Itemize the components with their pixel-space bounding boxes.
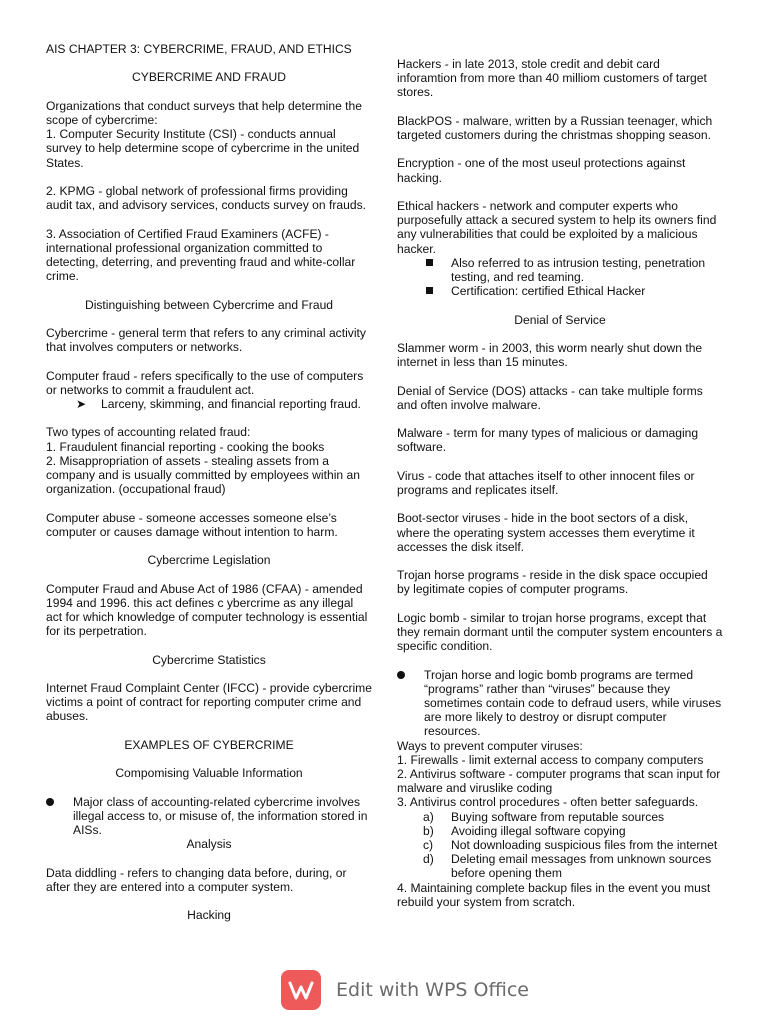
list-item [397,256,723,284]
list-item-text: Certification: certified Ethical Hacker [451,284,646,299]
paragraph: Virus - code that attaches itself to other innocent files or programs and replicates itself. [397,468,695,497]
square-bullet-icon [426,259,433,266]
alpha-list [397,810,723,881]
wps-w-icon [286,975,316,1005]
fraud-types-block [46,425,372,496]
list-marker: b) [423,823,434,838]
paragraph: BlackPOS - malware, written by a Russian teenager, which targeted customers during the christmas shopping season. [397,113,713,142]
paragraph: Ethical hackers - network and computer experts who purposefully attack a secured system to help its owners find any vulnerabilities that could be exploited by a malicious hacker. [397,198,717,256]
list-item-text: Also referred to as intrusion testing, penetration testing, and red teaming. [451,255,706,284]
list-item [46,795,372,838]
section-heading: CYBERCRIME AND FRAUD [132,70,286,85]
list-item: 3. Antivirus control procedures - often better safeguards. [397,795,699,810]
list-item [397,668,723,739]
arrow-bullet-icon: ➤ [76,396,87,411]
paragraph: Trojan horse programs - reside in the disk space occupied by legitimate copies of computer programs. [397,568,708,597]
paragraph: Computer abuse - someone accesses someone else’s computer or causes damage without intention to harm. [46,510,338,539]
paragraph: Computer Fraud and Abuse Act of 1986 (CFAA) - amended 1994 and 1996. this act defines c ybercrime as any illegal act for which knowledge of computer technology is essential for its perpetration. [46,581,368,639]
list-item-text: Major class of accounting-related cybercrime involves illegal access to, or misuse of, the information stored in AISs. [73,794,368,837]
subheading: Cybercrime Legislation [147,553,271,568]
paragraph: Data diddling - refers to changing data before, during, or after they are entered into a computer system. [46,865,347,894]
list-item [397,824,723,838]
list-item [397,810,723,824]
subheading: Compomising Valuable Information [115,766,303,781]
list-item: 1. Fraudulent financial reporting - cooking the books [46,439,325,454]
list-item-text: Avoiding illegal software copying [451,823,626,838]
subheading: Hacking [187,908,231,923]
ethical-block [397,199,723,298]
paragraph: Ways to prevent computer viruses: [397,738,583,753]
list-item [397,838,723,852]
fraud-block [46,369,372,412]
surveys-block [46,99,372,170]
paragraph: Cybercrime - general term that refers to any criminal activity that involves computers or networks. [46,325,366,355]
dot-list [397,668,723,739]
wps-watermark-label: Edit with WPS Office [336,979,529,1001]
list-item: 2. KPMG - global network of professional firms providing audit tax, and advisory services, conducts survey on frauds. [46,183,366,213]
prevention-block [397,739,723,909]
paragraph: Computer fraud - refers specifically to the use of computers or networks to commit a fraudulent act. [46,368,364,397]
list-item-text: Trojan horse and logic bomb programs are termed “programs” rather than “viruses” because they sometimes contain code to defraud users, while viruses are more likely to destroy or disrupt computer resources. [424,667,722,739]
list-item-text: Not downloading suspicious files from the internet [451,837,718,852]
paragraph: Internet Fraud Complaint Center (IFCC) - provide cybercrime victims a point of contract for reporting computer crime and abuses. [46,680,372,724]
list-item-text: Deleting email messages from unknown sources before opening them [451,852,712,881]
wps-logo-icon [281,970,321,1010]
list-marker: c) [423,837,434,852]
dot-bullet-icon [46,798,54,806]
paragraph: Malware - term for many types of malicious or damaging software. [397,426,699,455]
paragraph: Boot-sector viruses - hide in the boot sectors of a disk, where the operating system accesses them everytime it accesses the disk itself. [397,511,695,554]
subheading: Analysis [186,837,232,852]
wps-watermark[interactable] [281,969,529,1011]
list-item: 1. Firewalls - limit external access to company computers [397,752,704,767]
list-item: 1. Computer Security Institute (CSI) - conducts annual survey to help determine scope of cybercrime in the united States. [46,127,360,170]
square-list [397,256,723,299]
subheading: Distinguishing between Cybercrime and Fraud [84,297,334,312]
paragraph: Encryption - one of the most useul protections against hacking. [397,156,686,185]
list-item: 4. Maintaining complete backup files in the event you must rebuild your system from scratch. [397,880,711,909]
paragraph: Denial of Service (DOS) attacks - can take multiple forms and often involve malware. [397,383,703,412]
list-item: 2. Misappropriation of assets - stealing assets from a company and is usually committed by employees within an organization. (occupational fraud) [46,453,360,497]
section-heading: EXAMPLES OF CYBERCRIME [124,737,294,752]
subheading: Cybercrime Statistics [152,652,266,667]
subheading: Denial of Service [514,312,606,327]
list-item [46,397,372,411]
paragraph: Slammer worm - in 2003, this worm nearly shut down the internet in less than 15 minutes. [397,340,703,370]
list-item: 3. Association of Certified Fraud Examiners (ACFE) - international professional organization committed to detecting, deterring, and preventing fraud and white-collar crime. [46,226,356,284]
list-item-text: Larceny, skimming, and financial reporting fraud. [101,396,361,411]
right-column [397,57,723,909]
dot-bullet-icon [397,671,405,679]
dot-list [46,795,372,838]
list-marker: a) [423,809,434,824]
arrow-list [46,397,372,411]
list-item [397,852,723,880]
list-item [397,284,723,298]
paragraph: Organizations that conduct surveys that help determine the scope of cybercrime: [46,98,362,127]
list-item-text: Buying software from reputable sources [451,809,665,824]
left-column [46,42,372,937]
paragraph: Two types of accounting related fraud: [46,425,251,440]
square-bullet-icon [426,287,433,294]
chapter-title: AIS CHAPTER 3: CYBERCRIME, FRAUD, AND ETHICS [46,42,352,56]
paragraph: Hackers - in late 2013, stole credit and debit card inforamtion from more than 40 milliom customers of target stores. [397,57,707,100]
list-item: 2. Antivirus software - computer programs that scan input for malware and viruslike coding [397,766,721,796]
list-marker: d) [423,852,434,867]
paragraph: Logic bomb - similar to trojan horse programs, except that they remain dormant until the computer system encounters a specific condition. [397,610,723,654]
